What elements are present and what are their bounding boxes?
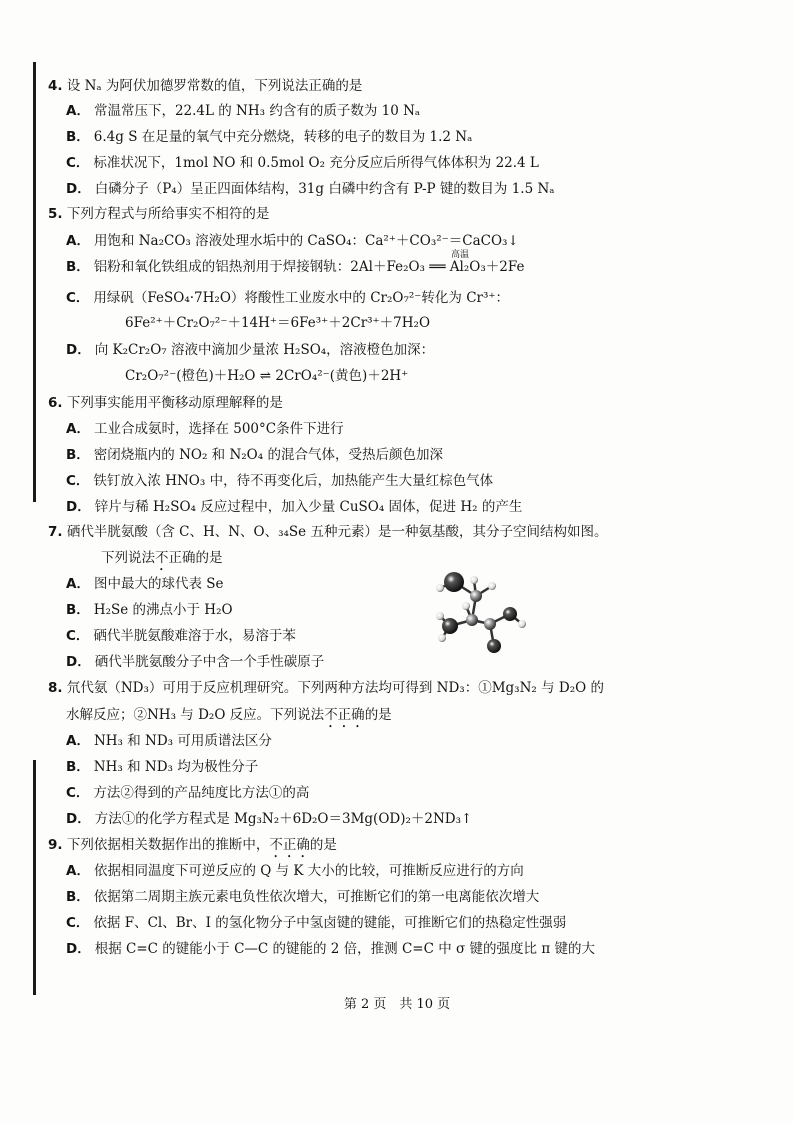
question-text: 设 Nₐ 为阿伏加德罗常数的值，下列说法正确的是 bbox=[66, 78, 363, 94]
q8-option-a: A． NH₃ 和 ND₃ 可用质谱法区分 bbox=[66, 733, 272, 749]
question-7-stem-line2: 下列说法不正确的是 bbox=[101, 550, 223, 566]
reaction-condition: 高温 bbox=[451, 250, 470, 260]
q6-option-c: C． 铁钉放入浓 HNO₃ 中，待不再变化后，加热能产生大量红棕色气体 bbox=[66, 473, 494, 489]
q4-option-b: B． 6.4g S 在足量的氧气中充分燃烧，转移的电子的数目为 1.2 Nₐ bbox=[66, 129, 473, 145]
q8-option-d: D． 方法①的化学方程式是 Mg₃N₂＋6D₂O＝3Mg(OD)₂＋2ND₃↑ bbox=[66, 811, 473, 827]
q5-option-b: B． 铝粉和氧化铁组成的铝热剂用于焊接钢轨：2Al＋Fe₂O₃ ══ Al₂O₃＋2Fe bbox=[66, 259, 525, 275]
question-9-stem: 9. 下列依据相关数据作出的推断中，不正确的是 bbox=[48, 837, 337, 853]
question-6-stem: 6. 下列事实能用平衡移动原理解释的是 bbox=[48, 395, 283, 411]
hydrogen-atom bbox=[438, 634, 446, 642]
q4-option-d: D． 白磷分子（P₄）呈正四面体结构，31g 白磷中约含有 P-P 键的数目为 1.5 Nₐ bbox=[66, 181, 555, 197]
question-5-stem: 5. 下列方程式与所给事实不相符的是 bbox=[48, 206, 270, 222]
q6-option-d: D． 锌片与稀 H₂SO₄ 反应过程中，加入少量 CuSO₄ 固体，促进 H₂ 的产生 bbox=[66, 499, 523, 515]
oxygen-atom bbox=[503, 607, 517, 621]
q5-option-d-equation: Cr₂O₇²⁻(橙色)＋H₂O ⇌ 2CrO₄²⁻(黄色)＋2H⁺ bbox=[125, 368, 409, 384]
nitrogen-atom bbox=[442, 618, 458, 634]
q9-option-b: B． 依据第二周期主族元素电负性依次增大，可推断它们的第一电离能依次增大 bbox=[66, 889, 540, 905]
q5-option-a: A． 用饱和 Na₂CO₃ 溶液处理水垢中的 CaSO₄：Ca²⁺＋CO₃²⁻＝CaCO₃↓ bbox=[66, 233, 519, 249]
se-atom bbox=[444, 572, 464, 592]
hydrogen-atom bbox=[488, 582, 496, 590]
question-8-stem: 8. 氘代氨（ND₃）可用于反应机理研究。下列两种方法均可得到 ND₃：①Mg₃N₂ 与 D₂O 的 bbox=[48, 680, 604, 696]
question-7-stem: 7. 硒代半胱氨酸（含 C、H、N、O、₃₄Se 五种元素）是一种氨基酸，其分子空间结构如图。 bbox=[48, 524, 608, 540]
q5-option-c-equation: 6Fe²⁺＋Cr₂O₇²⁻＋14H⁺＝6Fe³⁺＋2Cr³⁺＋7H₂O bbox=[125, 315, 431, 331]
q9-option-d: D． 根据 C=C 的键能小于 C—C 的键能的 2 倍，推测 C=C 中 σ 键的强度比 π 键的大 bbox=[66, 941, 595, 957]
q7-option-d: D． 硒代半胱氨酸分子中含一个手性碳原子 bbox=[66, 654, 325, 670]
carbon-atom bbox=[484, 618, 496, 630]
carbon-atom bbox=[470, 590, 482, 602]
hydrogen-atom bbox=[436, 612, 444, 620]
carbon-atom bbox=[466, 614, 478, 626]
question-number: 4. bbox=[48, 78, 63, 94]
q5-option-d: D． 向 K₂Cr₂O₇ 溶液中滴加少量浓 H₂SO₄，溶液橙色加深： bbox=[66, 342, 435, 358]
q7-option-a: A． 图中最大的球代表 Se bbox=[66, 576, 224, 592]
page-footer: 第 2 页 共 10 页 bbox=[343, 997, 451, 1012]
q4-option-c: C． 标准状况下，1mol NO 和 0.5mol O₂ 充分反应后所得气体体积为 22.4 L bbox=[66, 155, 539, 171]
question-8-stem-line2: 水解反应；②NH₃ 与 D₂O 反应。下列说法不正确的是 bbox=[66, 707, 392, 723]
q8-option-c: C． 方法②得到的产品纯度比方法①的高 bbox=[66, 785, 310, 801]
question-4-stem bbox=[48, 76, 362, 96]
oxygen-atom bbox=[487, 639, 501, 653]
hydrogen-atom bbox=[462, 602, 470, 610]
q6-option-a: A． 工业合成氨时，选择在 500°C条件下进行 bbox=[66, 421, 344, 437]
q7-option-c: C． 硒代半胱氨酸难溶于水，易溶于苯 bbox=[66, 628, 296, 644]
hydrogen-atom bbox=[436, 584, 444, 592]
q7-option-b: B． H₂Se 的沸点小于 H₂O bbox=[66, 602, 233, 618]
q9-option-c: C． 依据 F、Cl、Br、I 的氢化物分子中氢卤键的键能，可推断它们的热稳定性强弱 bbox=[66, 915, 567, 931]
q5-option-c: C． 用绿矾（FeSO₄·7H₂O）将酸性工业废水中的 Cr₂O₇²⁻转化为 Cr³⁺： bbox=[66, 290, 510, 306]
hydrogen-atom bbox=[470, 576, 478, 584]
selenocysteine-molecule-figure bbox=[432, 566, 532, 656]
q4-option-a: A． 常温常压下，22.4L 的 NH₃ 约含有的质子数为 10 Nₐ bbox=[66, 103, 421, 119]
hydrogen-atom bbox=[518, 620, 526, 628]
q8-option-b: B． NH₃ 和 ND₃ 均为极性分子 bbox=[66, 759, 259, 775]
q9-option-a: A． 依据相同温度下可逆反应的 Q 与 K 大小的比较，可推断反应进行的方向 bbox=[66, 863, 524, 879]
q6-option-b: B． 密闭烧瓶内的 NO₂ 和 N₂O₄ 的混合气体，受热后颜色加深 bbox=[66, 447, 443, 463]
